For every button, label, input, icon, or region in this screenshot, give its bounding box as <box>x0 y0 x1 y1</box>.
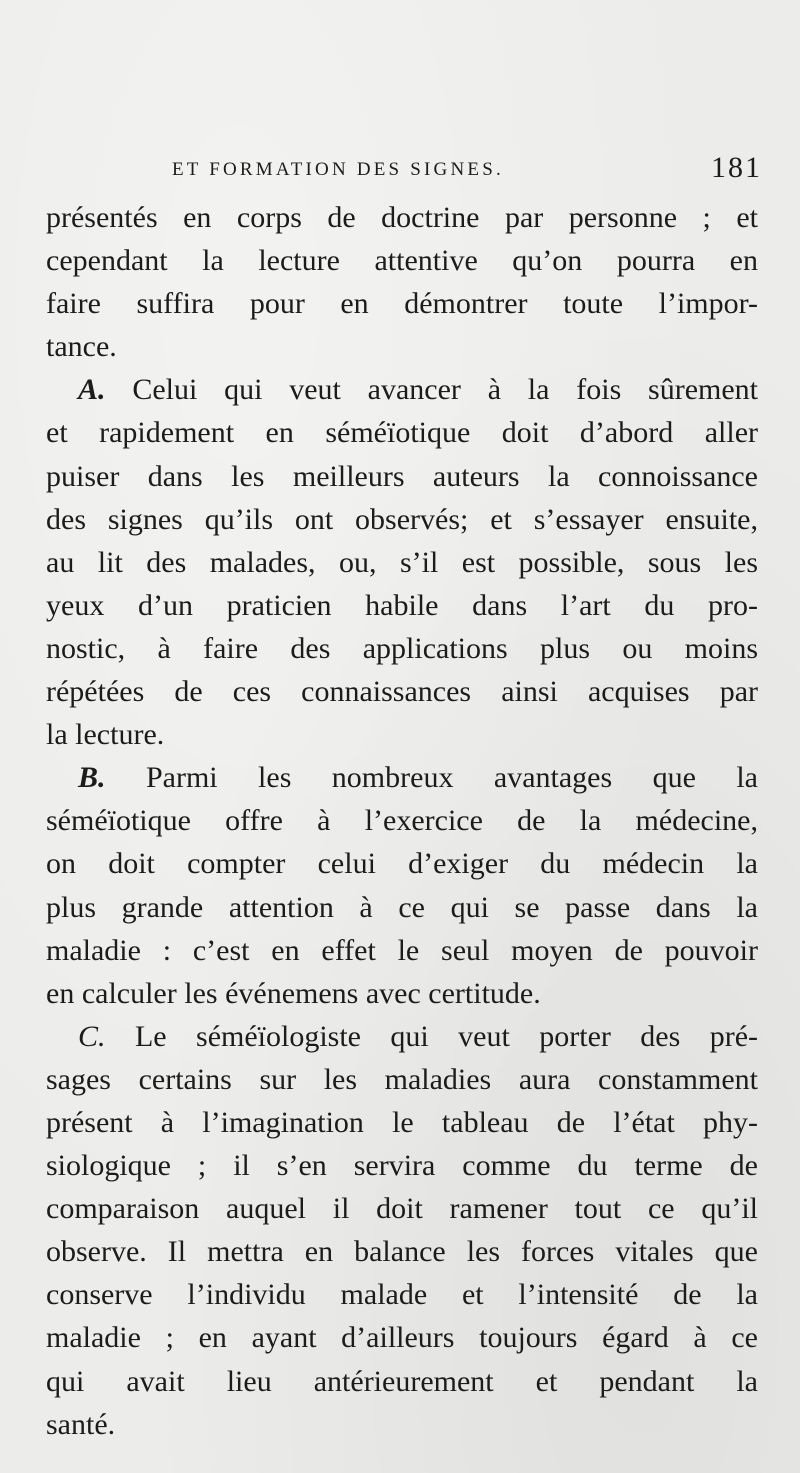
text-line: des signes qu’ils ont observés; et s’essayer ensuite, <box>46 502 758 536</box>
running-title: ET FORMATION DES SIGNES. <box>172 159 504 180</box>
paragraph-marker: B. <box>78 761 106 795</box>
text-line: faire suffira pour en démontrer toute l’impor- <box>46 287 758 321</box>
text-line: au lit des malades, ou, s’il est possible, sous les <box>46 545 758 579</box>
text-line: présent à l’imagination le tableau de l’état phy- <box>46 1105 758 1139</box>
text-line: cependant la lecture attentive qu’on pourra en <box>46 244 758 278</box>
text-fragment: Le séméïologiste qui veut porter des pré- <box>134 1019 759 1053</box>
text-line: la lecture. <box>46 718 165 752</box>
text-line: puiser dans les meilleurs auteurs la connoissance <box>46 459 758 493</box>
paragraph-marker: C. <box>78 1019 106 1053</box>
text-line: nostic, à faire des applications plus ou moins <box>46 631 758 665</box>
text-fragment: Parmi les nombreux avantages que la <box>145 761 758 795</box>
text-line: on doit compter celui d’exiger du médecin la <box>46 847 758 881</box>
text-line: et rapidement en séméïotique doit d’abord aller <box>46 416 758 450</box>
page-number: 181 <box>711 151 762 184</box>
paragraph-first-line <box>46 1015 758 1058</box>
text-line: plus grande attention à ce qui se passe dans la <box>46 890 758 924</box>
paragraph-first-line <box>46 368 758 411</box>
paragraph-a <box>46 368 758 756</box>
body-text <box>46 196 758 1446</box>
text-fragment: Celui qui veut avancer à la fois sûrement <box>132 373 758 407</box>
text-line: tance. <box>46 330 117 364</box>
text-line: qui avait lieu antérieurement et pendant la <box>46 1364 758 1398</box>
text-line: conserve l’individu malade et l’intensité de la <box>46 1278 758 1312</box>
paragraph-first-line <box>46 756 758 799</box>
text-line: santé. <box>46 1407 116 1441</box>
paragraph-c <box>46 1015 758 1446</box>
text-line: comparaison auquel il doit ramener tout ce qu’il <box>46 1192 758 1226</box>
text-line: maladie : c’est en effet le seul moyen de pouvoir <box>46 933 758 967</box>
text-line: en calculer les événemens avec certitude. <box>46 976 541 1010</box>
text-line: répétées de ces connaissances ainsi acquises par <box>46 675 758 709</box>
page-header <box>172 152 762 188</box>
text-line: séméïotique offre à l’exercice de la médecine, <box>46 804 758 838</box>
text-line: sages certains sur les maladies aura constamment <box>46 1062 758 1096</box>
text-line: observe. Il mettra en balance les forces vitales que <box>46 1235 758 1269</box>
paragraph-marker: A. <box>78 373 106 407</box>
text-line: présentés en corps de doctrine par personne ; et <box>46 201 758 234</box>
text-line: maladie ; en ayant d’ailleurs toujours égard à ce <box>46 1321 758 1355</box>
paragraph-b <box>46 756 758 1015</box>
text-line: siologique ; il s’en servira comme du terme de <box>46 1149 758 1183</box>
paragraph-continuation <box>46 196 758 368</box>
text-line: yeux d’un praticien habile dans l’art du pro- <box>46 588 758 622</box>
